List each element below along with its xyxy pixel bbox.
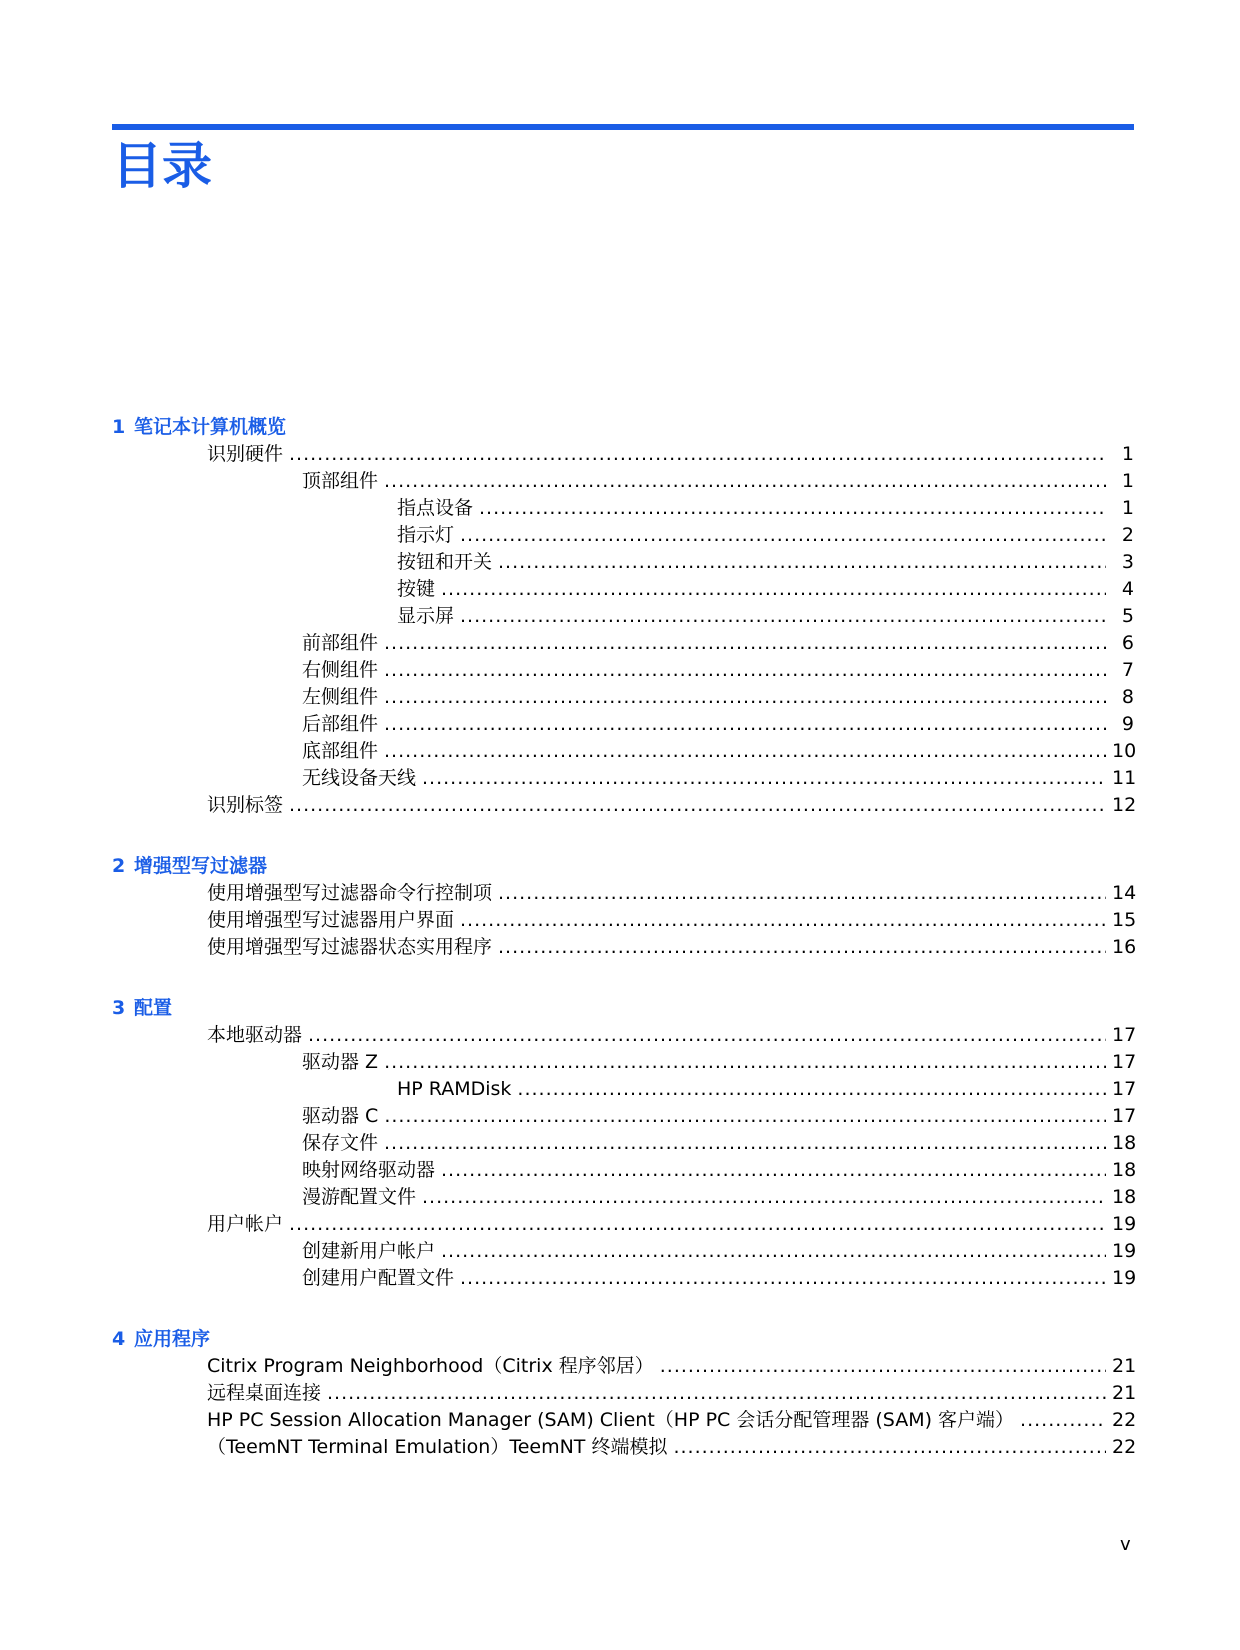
dot-leader	[460, 907, 1106, 934]
toc-entry-label: 本地驱动器	[207, 1024, 303, 1046]
dot-leader	[460, 1265, 1106, 1292]
toc-entry-page: 18	[1112, 1159, 1137, 1181]
toc-entry[interactable]	[112, 1238, 1137, 1265]
toc-entry-label: 后部组件	[302, 713, 379, 735]
toc-entry-label: 使用增强型写过滤器状态实用程序	[207, 936, 493, 958]
dot-leader	[327, 1380, 1106, 1407]
toc-entry-label: 使用增强型写过滤器用户界面	[207, 909, 455, 931]
toc-entry[interactable]	[112, 1211, 1137, 1238]
chapter-title: 配置	[134, 997, 173, 1019]
dot-leader	[498, 880, 1106, 907]
toc-entry-label: 创建用户配置文件	[302, 1267, 455, 1289]
dot-leader	[384, 711, 1106, 738]
page-number: v	[1120, 1534, 1131, 1555]
toc-entry[interactable]	[112, 576, 1134, 603]
toc-entry-label: 指点设备	[397, 497, 474, 519]
dot-leader	[384, 1049, 1106, 1076]
dot-leader	[498, 934, 1106, 961]
toc-entry-page: 15	[1112, 909, 1137, 931]
dot-leader	[384, 738, 1106, 765]
toc-entry[interactable]	[112, 1022, 1137, 1049]
chapter-heading[interactable]	[112, 414, 1134, 441]
toc-entry-page: 1	[1121, 443, 1134, 465]
toc-entry-page: 3	[1121, 551, 1134, 573]
toc-entry-label: HP RAMDisk	[397, 1078, 512, 1100]
toc-entry[interactable]	[112, 495, 1134, 522]
toc-entry-page: 18	[1112, 1186, 1137, 1208]
toc-entry-page: 17	[1112, 1051, 1137, 1073]
dot-leader	[517, 1076, 1106, 1103]
toc-entry-page: 14	[1112, 882, 1137, 904]
chapter-2	[112, 853, 1137, 961]
toc-entry[interactable]	[112, 907, 1137, 934]
toc-entry-label: 保存文件	[302, 1132, 379, 1154]
chapter-heading[interactable]	[112, 1326, 1134, 1353]
chapter-number: 1	[112, 416, 126, 438]
toc-entry[interactable]	[112, 1353, 1137, 1380]
chapter-heading[interactable]	[112, 853, 1134, 880]
toc-entry-label: 无线设备天线	[302, 767, 417, 789]
toc-entry[interactable]	[112, 1407, 1137, 1434]
toc-entry-page: 5	[1121, 605, 1134, 627]
toc-entry-page: 16	[1112, 936, 1137, 958]
toc-entry-page: 2	[1121, 524, 1134, 546]
toc-entry-label: 驱动器 Z	[302, 1051, 379, 1073]
toc-entry[interactable]	[112, 1049, 1137, 1076]
toc-entry-page: 17	[1112, 1078, 1137, 1100]
toc-entry[interactable]	[112, 630, 1134, 657]
toc-entry-page: 9	[1121, 713, 1134, 735]
toc-entry-label: 顶部组件	[302, 470, 379, 492]
toc-entry-label: 驱动器 C	[302, 1105, 379, 1127]
dot-leader	[441, 1238, 1106, 1265]
toc-entry-page: 1	[1121, 497, 1134, 519]
dot-leader	[384, 630, 1106, 657]
toc-entry-label: 前部组件	[302, 632, 379, 654]
dot-leader	[1020, 1407, 1106, 1434]
toc-entry-label: 创建新用户帐户	[302, 1240, 436, 1262]
dot-leader	[498, 549, 1106, 576]
toc-entry-page: 17	[1112, 1105, 1137, 1127]
dot-leader	[384, 657, 1106, 684]
chapter-1	[112, 414, 1137, 819]
table-of-contents	[112, 414, 1137, 1495]
toc-entry[interactable]	[112, 765, 1137, 792]
toc-entry-page: 8	[1121, 686, 1134, 708]
dot-leader	[441, 1157, 1106, 1184]
toc-entry-page: 21	[1112, 1355, 1137, 1377]
dot-leader	[384, 468, 1106, 495]
title-rule	[112, 124, 1134, 130]
toc-entry-label: 显示屏	[397, 605, 455, 627]
toc-entry-label: 按钮和开关	[397, 551, 493, 573]
toc-entry-label: 指示灯	[397, 524, 455, 546]
dot-leader	[289, 441, 1106, 468]
toc-entry-page: 22	[1112, 1436, 1137, 1458]
toc-entry-label: 识别硬件	[207, 443, 284, 465]
toc-entry[interactable]	[112, 1434, 1137, 1461]
toc-entry-page: 6	[1121, 632, 1134, 654]
toc-entry-page: 4	[1121, 578, 1134, 600]
dot-leader	[460, 522, 1106, 549]
chapter-3	[112, 995, 1137, 1292]
dot-leader	[673, 1434, 1106, 1461]
chapter-number: 2	[112, 855, 126, 877]
toc-entry[interactable]	[112, 1265, 1137, 1292]
dot-leader	[384, 1103, 1106, 1130]
chapter-title: 增强型写过滤器	[134, 855, 268, 877]
toc-entry[interactable]	[112, 684, 1134, 711]
toc-entry-label: 底部组件	[302, 740, 379, 762]
toc-entry-page: 1	[1121, 470, 1134, 492]
toc-entry[interactable]	[112, 549, 1134, 576]
toc-entry[interactable]	[112, 1103, 1137, 1130]
toc-entry-label: 左侧组件	[302, 686, 379, 708]
dot-leader	[384, 684, 1106, 711]
dot-leader	[422, 765, 1106, 792]
toc-entry-label: 映射网络驱动器	[302, 1159, 436, 1181]
chapter-number: 3	[112, 997, 126, 1019]
toc-entry[interactable]	[112, 1157, 1137, 1184]
toc-entry[interactable]	[112, 711, 1134, 738]
dot-leader	[308, 1022, 1106, 1049]
toc-entry[interactable]	[112, 1076, 1137, 1103]
toc-entry-page: 21	[1112, 1382, 1137, 1404]
chapter-heading[interactable]	[112, 995, 1134, 1022]
toc-entry-page: 22	[1112, 1409, 1137, 1431]
toc-entry[interactable]	[112, 441, 1134, 468]
dot-leader	[422, 1184, 1106, 1211]
toc-entry-label: Citrix Program Neighborhood（Citrix 程序邻居）	[207, 1355, 654, 1377]
toc-entry-page: 10	[1112, 740, 1137, 762]
dot-leader	[289, 792, 1106, 819]
toc-entry[interactable]	[112, 522, 1134, 549]
toc-entry-label: HP PC Session Allocation Manager (SAM) Client（HP PC 会话分配管理器 (SAM) 客户端）	[207, 1409, 1015, 1431]
toc-entry[interactable]	[112, 657, 1134, 684]
toc-entry-page: 19	[1112, 1213, 1137, 1235]
dot-leader	[289, 1211, 1106, 1238]
toc-entry[interactable]	[112, 603, 1134, 630]
toc-entry[interactable]	[112, 468, 1134, 495]
chapter-title: 笔记本计算机概览	[134, 416, 287, 438]
toc-entry-label: 按键	[397, 578, 436, 600]
dot-leader	[479, 495, 1106, 522]
toc-entry-label: （TeemNT Terminal Emulation）TeemNT 终端模拟	[207, 1436, 668, 1458]
page-title: 目录	[112, 137, 212, 195]
toc-entry-label: 使用增强型写过滤器命令行控制项	[207, 882, 493, 904]
toc-entry[interactable]	[112, 1130, 1137, 1157]
toc-entry-page: 7	[1121, 659, 1134, 681]
toc-entry-page: 11	[1112, 767, 1137, 789]
toc-entry[interactable]	[112, 934, 1137, 961]
toc-entry-page: 17	[1112, 1024, 1137, 1046]
toc-entry-label: 右侧组件	[302, 659, 379, 681]
dot-leader	[441, 576, 1106, 603]
toc-entry[interactable]	[112, 792, 1137, 819]
toc-entry-label: 远程桌面连接	[207, 1382, 322, 1404]
toc-entry-page: 19	[1112, 1267, 1137, 1289]
toc-entry-label: 漫游配置文件	[302, 1186, 417, 1208]
toc-entry-page: 12	[1112, 794, 1137, 816]
chapter-4	[112, 1326, 1137, 1461]
chapter-title: 应用程序	[134, 1328, 211, 1350]
dot-leader	[384, 1130, 1106, 1157]
toc-entry-page: 19	[1112, 1240, 1137, 1262]
dot-leader	[660, 1353, 1106, 1380]
toc-entry[interactable]	[112, 1184, 1137, 1211]
toc-entry-page: 18	[1112, 1132, 1137, 1154]
toc-entry-label: 用户帐户	[207, 1213, 284, 1235]
dot-leader	[460, 603, 1106, 630]
toc-entry[interactable]	[112, 880, 1137, 907]
chapter-number: 4	[112, 1328, 126, 1350]
toc-entry[interactable]	[112, 1380, 1137, 1407]
toc-entry[interactable]	[112, 738, 1137, 765]
toc-entry-label: 识别标签	[207, 794, 284, 816]
